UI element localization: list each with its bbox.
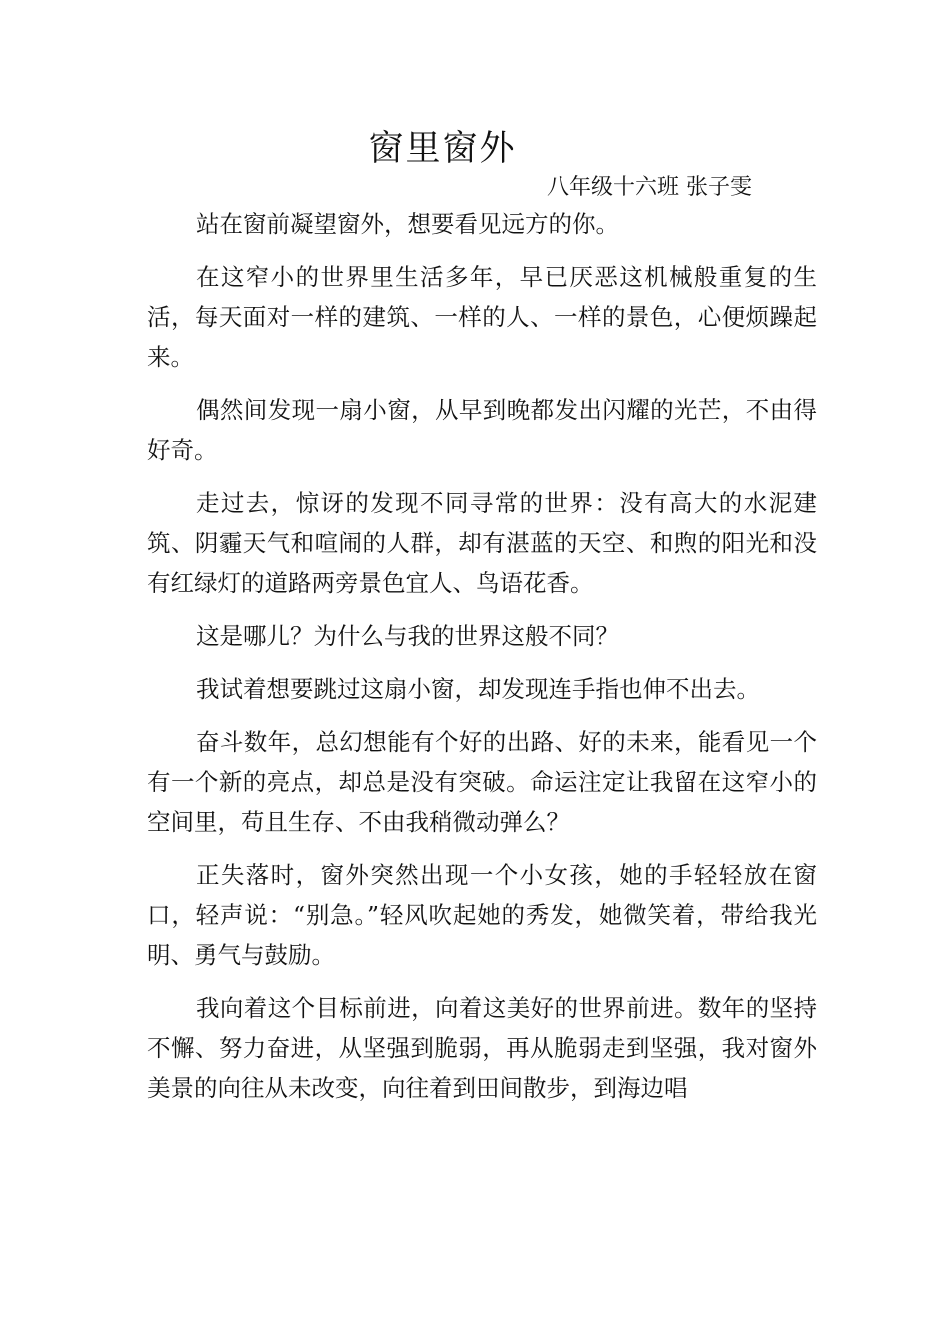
- essay-body: [147, 204, 817, 1121]
- paragraph: 站在窗前凝望窗外，想要看见远方的你。: [196, 210, 619, 238]
- paragraph: 这是哪儿？为什么与我的世界这般不同？: [196, 622, 619, 650]
- paragraph: 在这窄小的世界里生活多年，早已厌恶这机械般重复的生活，每天面对一样的建筑、一样的人、一样的景色，心便烦躁起来。: [147, 263, 817, 371]
- author-byline: 八年级十六班 张子雯: [547, 175, 752, 200]
- paragraph: 偶然间发现一扇小窗，从早到晚都发出闪耀的光芒，不由得好奇。: [147, 396, 817, 464]
- essay-title: 窗里窗外: [368, 129, 517, 169]
- paragraph: 我试着想要跳过这扇小窗，却发现连手指也伸不出去。: [196, 675, 760, 703]
- paragraph: 走过去，惊讶的发现不同寻常的世界：没有高大的水泥建筑、阴霾天气和喧闹的人群，却有湛蓝的天空、和煦的阳光和没有红绿灯的道路两旁景色宜人、鸟语花香。: [147, 489, 817, 597]
- paragraph: 我向着这个目标前进，向着这美好的世界前进。数年的坚持不懈、努力奋进，从坚强到脆弱，再从脆弱走到坚强，我对窗外美景的向往从未改变，向往着到田间散步，到海边唱: [147, 994, 817, 1102]
- paragraph: 正失落时，窗外突然出现一个小女孩，她的手轻轻放在窗口，轻声说：“别急。”轻风吹起她的秀发，她微笑着，带给我光明、勇气与鼓励。: [147, 861, 817, 969]
- paragraph: 奋斗数年，总幻想能有个好的出路、好的未来，能看见一个有一个新的亮点，却总是没有突破。命运注定让我留在这窄小的空间里，苟且生存、不由我稍微动弹么？: [147, 728, 817, 836]
